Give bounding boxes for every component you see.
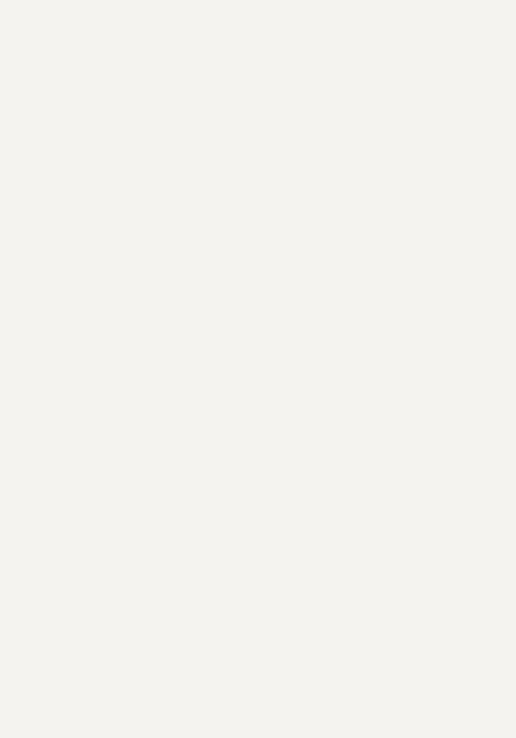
upper-text-block: [24, 40, 484, 358]
lower-text-block: [26, 402, 486, 720]
